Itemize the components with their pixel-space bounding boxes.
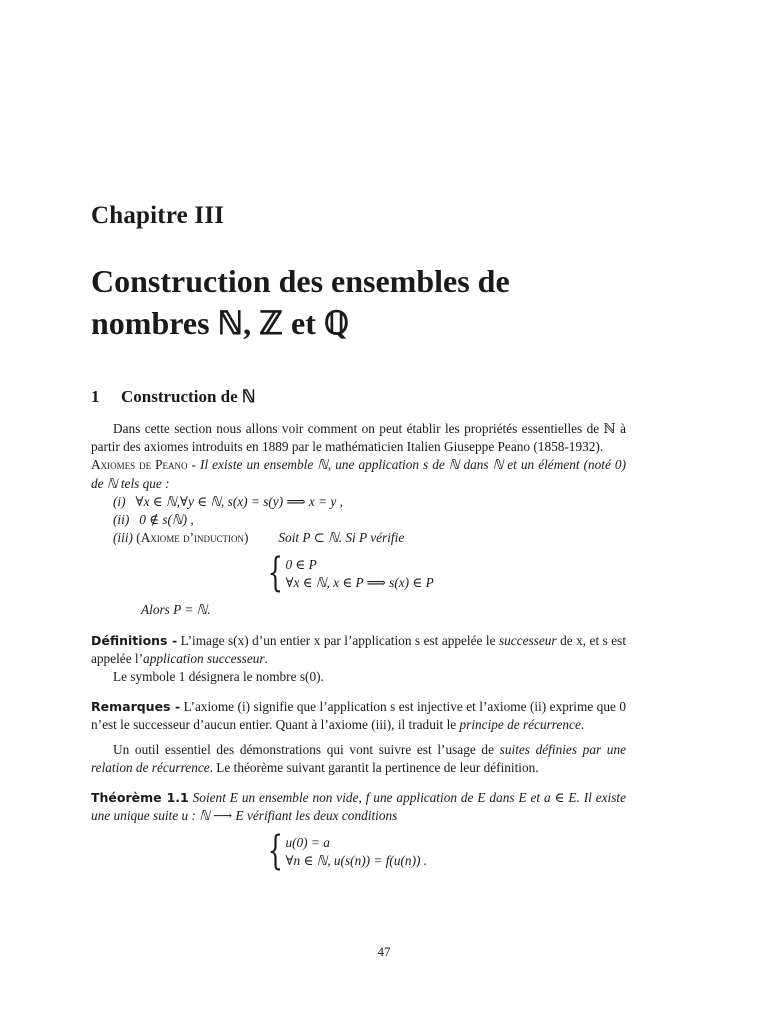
axiom-item-2-text: 0 ∉ s(ℕ) , <box>139 512 194 528</box>
remarks-paragraph <box>91 698 626 734</box>
axiom-item-1-label: (i) <box>113 493 126 509</box>
remarks-heading: Remarques - <box>91 699 181 715</box>
tool-text-b: . Le théorème suivant garantit la pertinence de leur définition. <box>209 759 539 775</box>
theorem-statement: Soient E un ensemble non vide, f une application de E dans E et a ∈ E. Il existe une unique suite u : ℕ ⟶ E vérifiant les deux conditions <box>91 790 626 824</box>
axioms-heading: Axiomes de Peano - <box>91 457 196 473</box>
chapter-title-line-1: Construction des ensembles de <box>91 263 510 299</box>
theorem-system <box>256 828 626 875</box>
definitions-paragraph <box>91 632 626 668</box>
theorem-system-line-2: ∀n ∈ ℕ, u(s(n)) = f(u(n)) . <box>285 853 428 869</box>
axioms-conclusion: Alors P = ℕ. <box>141 602 211 618</box>
body-text <box>91 420 626 879</box>
axiom-item-2 <box>91 511 626 529</box>
induction-system-line-2: ∀x ∈ ℕ, x ∈ P ⟹ s(x) ∈ P <box>285 575 434 591</box>
left-brace: { <box>267 550 284 597</box>
axioms-paragraph <box>91 456 626 492</box>
definitions-text-b: de x, et s est appelée l’ <box>91 632 627 666</box>
definitions-text-c: . <box>264 650 268 666</box>
tool-text-a: Un outil essentiel des démonstrations qui vont suivre est l’usage de <box>113 741 494 757</box>
remarks-text-a: L’axiome (i) signifie que l’application s est injective et l’axiome (ii) exprime que 0 n’est le successeur d’aucun entier. Quant à l’axiome (iii), il traduit le <box>91 699 626 733</box>
axiom-item-3 <box>91 529 626 547</box>
theorem-system-line-1: u(0) = a <box>285 835 330 851</box>
intro-paragraph: Dans cette section nous allons voir comment on peut établir les propriétés essentielles de ℕ à partir des axiomes introduits en 1889 par le mathématicien Italien Giuseppe Peano (1858-1932). <box>91 421 626 455</box>
chapter-title <box>91 260 691 344</box>
definitions-term-2: application successeur <box>143 650 265 666</box>
axiom-item-3-name: (Axiome d’induction) <box>136 530 249 546</box>
page-number: 47 <box>377 944 391 959</box>
section-number: 1 <box>91 387 100 406</box>
axioms-statement: Il existe un ensemble ℕ, une application s de ℕ dans ℕ et un élément (noté 0) de ℕ tels que : <box>91 457 626 491</box>
theorem-heading: Théorème 1.1 <box>91 790 189 806</box>
axiom-item-2-label: (ii) <box>113 512 130 528</box>
remarks-term: principe de récurrence <box>459 717 581 733</box>
definitions-heading: Définitions - <box>91 632 178 648</box>
definitions-text-a: L’image s(x) d’un entier x par l’application s est appelée le <box>180 632 496 648</box>
definitions-line-2: Le symbole 1 désignera le nombre s(0). <box>113 669 324 685</box>
chapter-label: Chapitre III <box>91 202 225 229</box>
theorem-paragraph <box>91 789 626 825</box>
remarks-text-b: . <box>580 717 585 733</box>
tool-paragraph <box>91 741 626 777</box>
axiom-item-1 <box>91 493 626 511</box>
axiom-item-3-label: (iii) <box>113 530 133 546</box>
tool-term: suites définies par une relation de récurrence <box>91 741 627 775</box>
induction-system <box>256 550 626 597</box>
axiom-item-1-text: ∀x ∈ ℕ,∀y ∈ ℕ, s(x) = s(y) ⟹ x = y , <box>135 493 343 509</box>
axiom-item-3-text: Soit P ⊂ ℕ. Si P vérifie <box>278 530 405 546</box>
section-title: Construction de ℕ <box>121 387 256 406</box>
chapter-title-line-2: nombres ℕ, ℤ et ℚ <box>91 305 350 341</box>
section-heading <box>91 387 256 407</box>
induction-system-line-1: 0 ∈ P <box>285 557 317 573</box>
definitions-term-1: successeur <box>498 632 557 648</box>
left-brace: { <box>267 828 284 875</box>
